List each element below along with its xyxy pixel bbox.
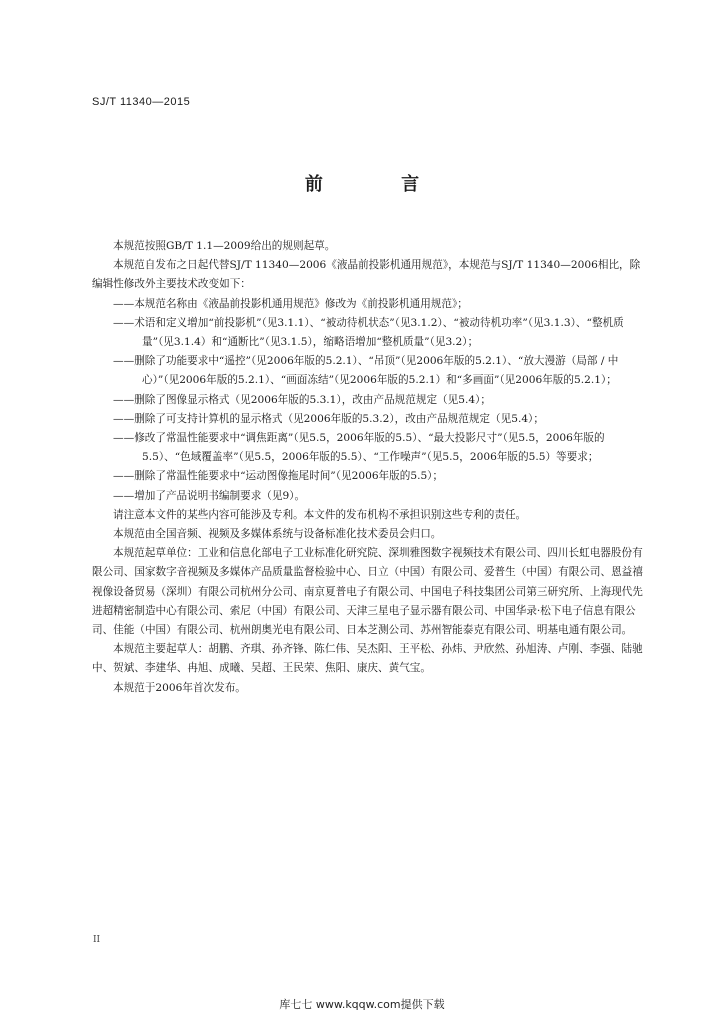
- change-item: ——删除了常温性能要求中“运动图像拖尾时间”（见2006年版的5.5）；: [113, 470, 444, 483]
- change-item: ——增加了产品说明书编制要求（见9）。: [113, 489, 306, 502]
- paragraph: 本规范于2006年首次发布。: [113, 681, 246, 694]
- page-title: 前 言: [304, 174, 456, 195]
- change-item: ——删除了可支持计算机的显示格式（见2006年版的5.3.2），改由产品规范规定（见5.4）；: [113, 412, 544, 425]
- change-item: ——删除了图像显示格式（见2006年版的5.3.1），改由产品规范规定（见5.4）；: [113, 393, 491, 406]
- change-item: ——术语和定义增加“前投影机”（见3.1.1）、“被动待机状态”（见3.1.2）、“被动待机功率”（见3.1.3）、“整机质量”（见3.1.4）和“通断比”（见3.1.5），缩略语增加“整机质量”（见3.2）；: [113, 316, 624, 349]
- change-item: ——删除了功能要求中“遥控”（见2006年版的5.2.1）、“吊顶”（见2006年版的5.2.1）、“放大漫游（局部 / 中心）”（见2006年版的5.2.1）、“画面冻结”（见2006年版的5.2.1）和“多画面”（见2006年版的5.2.1）；: [113, 355, 619, 387]
- paragraph: 本规范由全国音频、视频及多媒体系统与设备标准化技术委员会归口。: [113, 528, 442, 541]
- preface-body: [92, 237, 648, 698]
- paragraph: 本规范按照GB/T 1.1—2009给出的规则起草。: [113, 240, 336, 252]
- page-number: II: [93, 935, 101, 945]
- paragraph: 本规范起草单位：工业和信息化部电子工业标准化研究院、深圳雅图数字视频技术有限公司、四川长虹电器股份有限公司、国家数字音视频及多媒体产品质量监督检验中心、日立（中国）有限公司、爱普生（中国）有限公司、恩益禧视像设备贸易（深圳）有限公司杭州分公司、南京夏普电子有限公司、中国电子科技集团公司第三研究所、上海现代先进超精密制造中心有限公司、索尼（中国）有限公司、天津三星电子显示器有限公司、中国华录·松下电子信息有限公司、佳能（中国）有限公司、杭州朗奥光电有限公司、日本芝测公司、苏州智能泰克有限公司、明基电通有限公司。: [92, 547, 643, 637]
- paragraph: 本规范主要起草人：胡鹏、齐琪、孙齐锋、陈仁伟、吴杰阳、王平松、孙炜、尹欣然、孙旭涛、卢刚、李强、陆驰中、贺斌、李建华、冉旭、成曦、吴超、王民荣、焦阳、康庆、黄气宝。: [92, 643, 643, 675]
- paragraph: 请注意本文件的某些内容可能涉及专利。本文件的发布机构不承担识别这些专利的责任。: [113, 508, 527, 521]
- document-code: SJ/T 11340—2015: [92, 96, 191, 108]
- download-footer: 库七七 www.kqqw.com提供下载: [279, 998, 445, 1011]
- change-item: ——本规范名称由《液晶前投影机通用规范》修改为《前投影机通用规范》；: [113, 297, 468, 310]
- paragraph: 本规范自发布之日起代替SJ/T 11340—2006《液晶前投影机通用规范》，本规范与SJ/T 11340—2006相比，除编辑性修改外主要技术改变如下：: [92, 259, 641, 291]
- change-item: ——修改了常温性能要求中“调焦距离”（见5.5，2006年版的5.5）、“最大投影尺寸”（见5.5，2006年版的5.5）、“色域覆盖率”（见5.5，2006年版的5.5）、“工作噪声”（见5.5，2006年版的5.5）等要求；: [113, 432, 605, 464]
